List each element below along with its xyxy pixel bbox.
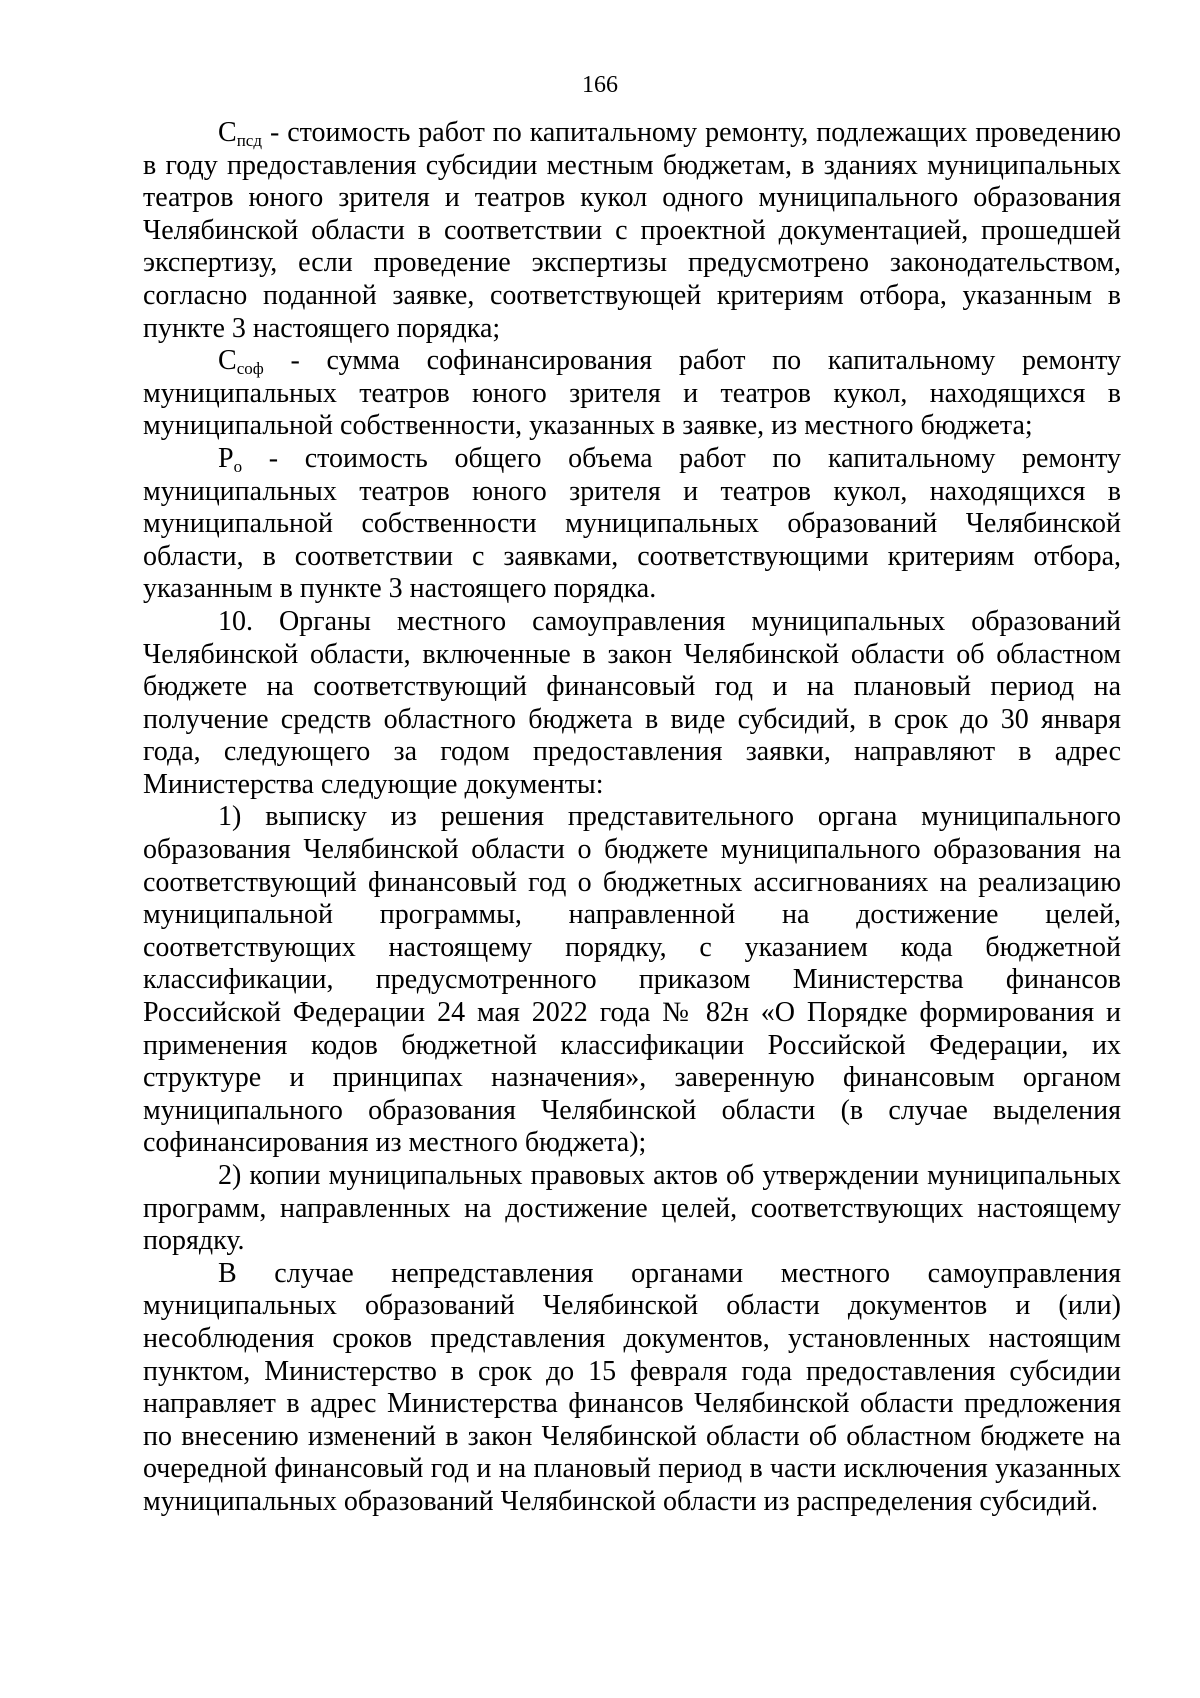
clause-10-item-1: 1) выписку из решения представительного органа муниципального образования Челябинской области о бюджете муниципального образования на соответствующий финансовый год о бюджетных ассигнованиях на реализацию муниципальной программы, направленной на достижение целей, соответствующих настоящему порядку, с указанием кода бюджетной классификации, предусмотренного приказом Министерства финансов Российской Федерации 24 мая 2022 года № 82н «О Порядке формирования и применения кодов бюджетной классификации Российской Федерации, их структуре и принципах назначения», заверенную финансовым органом муниципального образования Челябинской области (в случае выделения софинансирования из местного бюджета);	[143, 801, 1121, 1159]
clause-10: 10. Органы местного самоуправления муниципальных образований Челябинской области, включенные в закон Челябинской области об областном бюджете на соответствующий финансовый год и на плановый период на получение средств областного бюджета в виде субсидий, в срок до 30 января года, следующего за годом предоставления заявки, направляют в адрес Министерства следующие документы:	[143, 605, 1121, 800]
symbol-subscript: о	[233, 456, 243, 476]
symbol: Р	[218, 442, 234, 474]
definition-c-psd	[143, 117, 1121, 345]
definition-text: - стоимость общего объема работ по капитальному ремонту муниципальных театров юного зрителя и театров кукол, находящихся в муниципальной собственности муниципальных образований Челябинской области, в соответствии с заявками, соответствующими критериям отбора, указанным в пункте 3 настоящего порядка.	[143, 442, 1121, 605]
definition-text: - сумма софинансирования работ по капитальному ремонту муниципальных театров юного зрителя и театров кукол, находящихся в муниципальной собственности, указанных в заявке, из местного бюджета;	[143, 345, 1121, 442]
clause-10-failure-provision: В случае непредставления органами местного самоуправления муниципальных образований Челябинской области документов и (или) несоблюдения сроков представления документов, установленных настоящим пунктом, Министерство в срок до 15 февраля года предоставления субсидии направляет в адрес Министерства финансов Челябинской области предложения по внесению изменений в закон Челябинской области об областном бюджете на очередной финансовый год и на плановый период в части исключения указанных муниципальных образований Челябинской области из распределения субсидий.	[143, 1257, 1121, 1517]
symbol-subscript: соф	[236, 359, 264, 379]
definition-text: - стоимость работ по капитальному ремонту, подлежащих проведению в году предоставления субсидии местным бюджетам, в зданиях муниципальных театров юного зрителя и театров кукол одного муниципального образования Челябинской области в соответствии с проектной документацией, прошедшей экспертизу, если проведение экспертизы предусмотрено законодательством, согласно поданной заявке, соответствующей критериям отбора, указанным в пункте 3 настоящего порядка;	[143, 117, 1121, 344]
clause-10-item-2: 2) копии муниципальных правовых актов об утверждении муниципальных программ, направленных на достижение целей, соответствующих настоящему порядку.	[143, 1160, 1121, 1257]
definition-p-o	[143, 443, 1121, 606]
document-body	[143, 117, 1121, 1519]
definition-c-sof	[143, 345, 1121, 443]
symbol-subscript: псд	[236, 131, 262, 150]
symbol: С	[218, 117, 237, 148]
page-number: 166	[582, 72, 618, 98]
symbol: С	[218, 345, 237, 377]
